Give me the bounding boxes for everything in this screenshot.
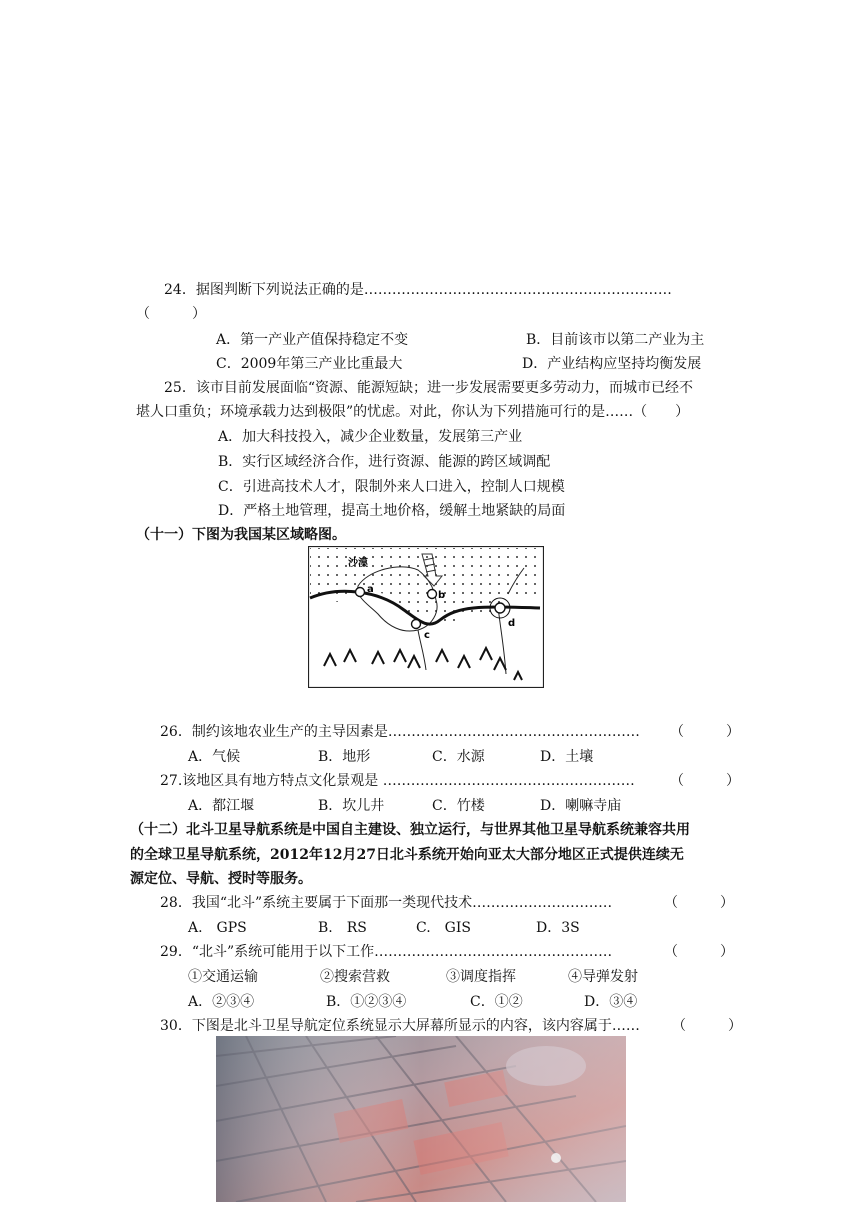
q25-option-c: C．引进高技术人才，限制外来人口进入，控制人口规模 — [218, 479, 565, 495]
q24-answer-paren: （ ） — [136, 306, 206, 322]
q24-option-c: C．2009年第三产业比重最大 — [216, 356, 403, 372]
q27-option-c: C．竹楼 — [432, 798, 485, 814]
q30-stem: 30．下图是北斗卫星导航定位系统显示大屏幕所显示的内容，该内容属于…… — [160, 1018, 640, 1034]
map-label-d: d — [508, 618, 516, 629]
q29-item-2: ②搜索营救 — [320, 969, 390, 985]
q28-option-b: B. RS — [318, 920, 367, 936]
q26-option-b: B．地形 — [318, 749, 371, 765]
q29-item-4: ④导弹发射 — [568, 969, 638, 985]
q26-answer-paren: （ ） — [670, 724, 740, 740]
q29-item-1: ①交通运输 — [188, 969, 258, 985]
q27-option-d: D．喇嘛寺庙 — [540, 798, 622, 814]
q26-option-a: A．气候 — [188, 749, 241, 765]
q28-answer-paren: （ ） — [664, 895, 734, 911]
q24-option-a: A．第一产业产值保持稳定不变 — [216, 332, 409, 348]
q25-option-a: A．加大科技投入，减少企业数量，发展第三产业 — [218, 429, 523, 445]
q29-answer-paren: （ ） — [664, 944, 734, 960]
q24-option-b: B．目前该市以第二产业为主 — [526, 332, 705, 348]
q25-option-b: B．实行区域经济合作，进行资源、能源的跨区域调配 — [218, 454, 551, 470]
q26-stem: 26．制约该地农业生产的主导因素是……………………………………………… — [160, 724, 640, 740]
q26-option-d: D．土壤 — [540, 749, 594, 765]
q27-stem: 27.该地区具有地方特点文化景观是 ……………………………………………… — [160, 773, 635, 789]
q29-option-b: B．①②③④ — [326, 994, 407, 1010]
satellite-display-photo — [216, 1036, 626, 1202]
q29-item-3: ③调度指挥 — [446, 969, 516, 985]
section-12-line1: （十二）北斗卫星导航系统是中国自主建设、独立运行，与世界其他卫星导航系统兼容共用 — [130, 822, 690, 838]
q28-stem: 28．我国“北斗”系统主要属于下面那一类现代技术………………………… — [160, 895, 613, 911]
map-label-b: b — [438, 590, 446, 601]
q24-stem: 24．据图判断下列说法正确的是………………………………………………………… — [164, 282, 672, 298]
q26-option-c: C．水源 — [432, 749, 485, 765]
map-label-c: c — [424, 630, 430, 641]
q25-stem-line2: 堪人口重负；环境承载力达到极限”的忧虑。对此，你认为下列措施可行的是……（ ） — [136, 404, 690, 420]
region-sketch-map — [308, 546, 544, 688]
section-11-title: （十一）下图为我国某区域略图。 — [136, 527, 346, 543]
q25-stem-line1: 25．该市目前发展面临“资源、能源短缺；进一步发展需要更多劳动力，而城市已经不 — [164, 380, 693, 396]
q28-option-a: A. GPS — [188, 920, 247, 936]
q29-option-a: A．②③④ — [188, 994, 255, 1010]
map-label-a: a — [367, 584, 374, 595]
q27-option-b: B．坎儿井 — [318, 798, 385, 814]
q28-option-d: D．3S — [536, 920, 580, 936]
q24-option-d: D．产业结构应坚持均衡发展 — [522, 356, 702, 372]
q29-stem: 29．“北斗”系统可能用于以下工作…………………………………………… — [160, 944, 613, 960]
q25-option-d: D．严格土地管理，提高土地价格，缓解土地紧缺的局面 — [218, 503, 566, 519]
section-12-line3: 源定位、导航、授时等服务。 — [130, 871, 312, 887]
q29-option-d: D．③④ — [584, 994, 638, 1010]
q28-option-c: C. GIS — [416, 920, 471, 936]
q27-answer-paren: （ ） — [670, 773, 740, 789]
map-label-desert: 沙漠 — [348, 558, 368, 569]
section-12-line2: 的全球卫星导航系统，2012年12月27日北斗系统开始向亚太大部分地区正式提供连续无 — [130, 847, 684, 863]
q29-option-c: C．①② — [470, 994, 523, 1010]
q27-option-a: A．都江堰 — [188, 798, 255, 814]
q30-answer-paren: （ ） — [672, 1018, 742, 1034]
